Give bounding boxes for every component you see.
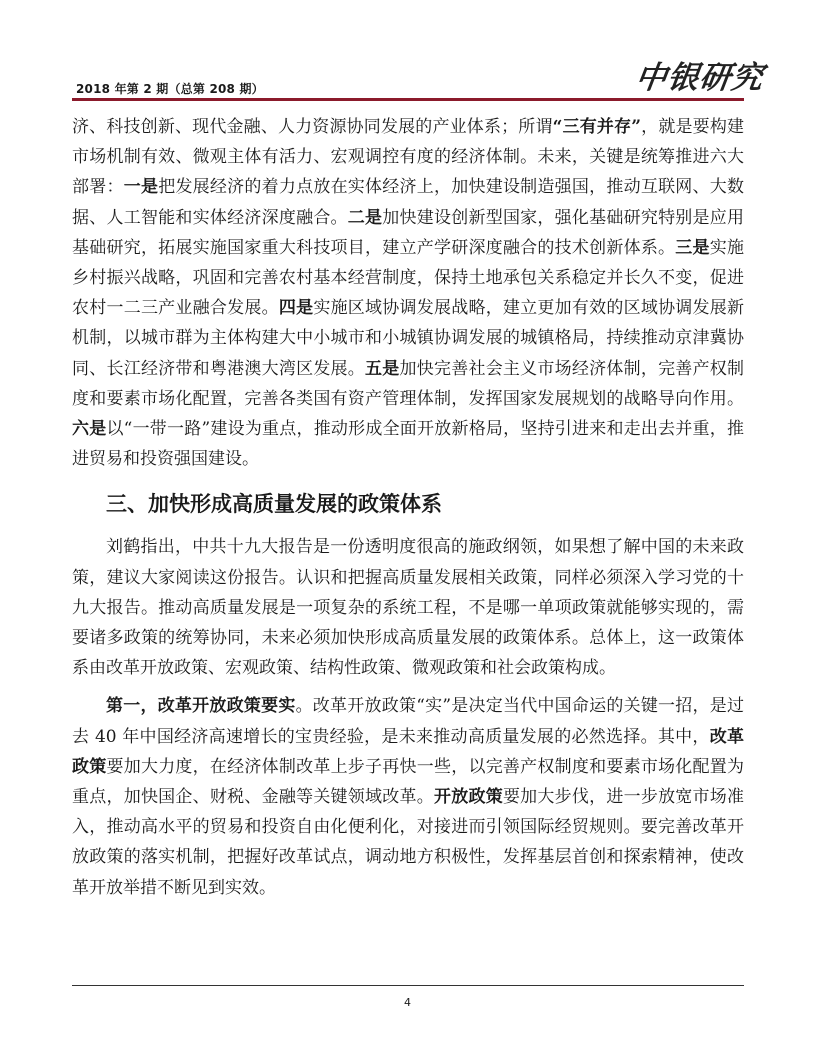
header-divider xyxy=(72,98,744,101)
text-span: 要加大步伐，进一步放宽市场准入，推动高水平的贸易和投资自由化便利化，对接进而引领国际经贸规则。要完善改革开放政策的落实机制，把握好改革试点，调动地方积极性，发挥基层首创和探索精神，使改革开放举措不断见到实效。 xyxy=(72,787,745,898)
paragraph-six-deployments xyxy=(72,112,744,474)
text-span: 加快完善社会主义市场经济体制，完善产权制度和要素市场化配置，完善各类国有资产管理体制，发挥国家发展规划的战略导向作用。 xyxy=(72,358,745,409)
text-span: 加快建设创新型国家，强化基础研究特别是应用基础研究，拓展实施国家重大科技项目，建立产学研深度融合的技术创新体系。 xyxy=(72,207,745,258)
bold-term: 四是 xyxy=(278,298,314,319)
bold-term: 一是 xyxy=(123,177,159,198)
footer-divider xyxy=(72,985,744,986)
text-span: 把发展经济的着力点放在实体经济上，加快建设制造强国，推动互联网、大数据、人工智能和实体经济深度融合。 xyxy=(72,177,745,228)
bold-term: “三有并存” xyxy=(552,117,642,137)
paragraph-reform-opening xyxy=(72,691,744,902)
section-heading: 三、加快形成高质量发展的政策体系 xyxy=(106,492,442,517)
text-span: 。改革开放政策“实”是决定当代中国命运的关键一招，是过去 40 年中国经济高速增长的宝贵经验，是未来推动高质量发展的必然选择。其中， xyxy=(72,696,744,747)
bold-term: 五是 xyxy=(365,358,400,379)
bold-term: 第一，改革开放政策要实 xyxy=(106,696,296,717)
page-number: 4 xyxy=(404,996,411,1009)
text-span: ，就是要构建市场机制有效、微观主体有活力、宏观调控有度的经济体制。未来，关键是统筹推进六大部署： xyxy=(72,117,745,198)
issue-label: 2018 年第 2 期（总第 208 期） xyxy=(76,82,264,96)
bold-term: 二是 xyxy=(347,207,383,228)
text-span: 要加大力度，在经济体制改革上步子再快一些，以完善产权制度和要素市场化配置为重点，加快国企、财税、金融等关键领域改革。 xyxy=(72,756,745,808)
bold-term: 六是 xyxy=(72,419,107,440)
bold-term: 三是 xyxy=(675,237,710,258)
text-span: 实施区域协调发展战略，建立更加有效的区域协调发展新机制，以城市群为主体构建大中小城市和小城镇协调发展的城镇格局，持续推动京津冀协同、长江经济带和粤港澳大湾区发展。 xyxy=(72,298,745,379)
text-span: 济、科技创新、现代金融、人力资源协同发展的产业体系；所谓 xyxy=(72,117,553,137)
text-span: 以“一带一路”建设为重点，推动形成全面开放新格局，坚持引进来和走出去并重，推进贸易和投资强国建设。 xyxy=(72,419,745,470)
text-span: 实施乡村振兴战略，巩固和完善农村基本经营制度，保持土地承包关系稳定并长久不变，促进农村一二三产业融合发展。 xyxy=(72,237,745,319)
bold-term: 开放政策 xyxy=(433,787,503,808)
publication-logo: 中银研究 xyxy=(632,60,767,96)
page-body xyxy=(72,112,744,903)
paragraph-policy-system: 刘鹤指出，中共十九大报告是一份透明度很高的施政纲领，如果想了解中国的未来政策，建议大家阅读这份报告。认识和把握高质量发展相关政策，同样必须深入学习党的十九大报告。推动高质量发展是一项复杂的系统工程，不是哪一单项政策就能够实现的，需要诸多政策的统筹协同，未来必须加快形成高质量发展的政策体系。总体上，这一政策体系由改革开放政策、宏观政策、结构性政策、微观政策和社会政策构成。 xyxy=(72,537,744,679)
bold-term: 改革政策 xyxy=(72,726,744,777)
